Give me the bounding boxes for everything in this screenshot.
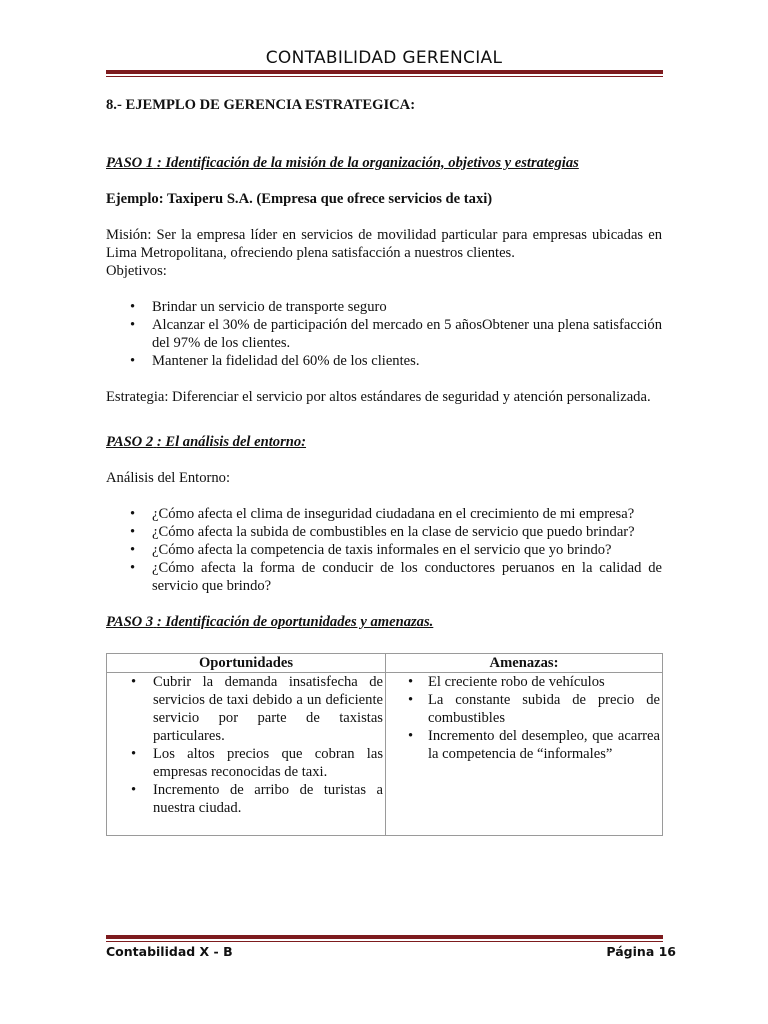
table-header-amenazas: Amenazas:	[386, 654, 663, 673]
list-item: • Los altos precios que cobran las empresas reconocidas de taxi.	[107, 745, 385, 781]
list-item: • ¿Cómo afecta la subida de combustibles en la clase de servicio que puedo brindar?	[106, 523, 662, 541]
oportunidades-amenazas-table	[106, 653, 663, 836]
list-item: • El creciente robo de vehículos	[386, 673, 662, 691]
list-item: • Alcanzar el 30% de participación del mercado en 5 añosObtener una plena satisfacción del 97% de los clientes.	[106, 316, 662, 352]
header-rule	[106, 70, 663, 77]
list-item: • ¿Cómo afecta la forma de conducir de los conductores peruanos en la calidad de servicio que brindo?	[106, 559, 662, 595]
header-title: CONTABILIDAD GERENCIAL	[265, 48, 503, 68]
analisis-list	[106, 505, 662, 595]
list-item: • La constante subida de precio de combustibles	[386, 691, 662, 727]
footer-rule	[106, 935, 663, 942]
page-content	[106, 96, 662, 836]
ejemplo-line: Ejemplo: Taxiperu S.A. (Empresa que ofrece servicios de taxi)	[106, 191, 493, 207]
paso1-label: PASO 1	[106, 155, 154, 171]
list-item: • Cubrir la demanda insatisfecha de servicios de taxi debido a un deficiente servicio por parte de taxistas particulares.	[107, 673, 385, 745]
objetivos-label: Objetivos:	[106, 263, 167, 279]
paso1-text: : Identificación de la misión de la organización, objetivos y estrategias	[156, 155, 579, 171]
paso3-text: : Identificación de oportunidades y amenazas.	[156, 614, 434, 630]
section-heading: 8.- EJEMPLO DE GERENCIA ESTRATEGICA:	[106, 97, 416, 113]
list-item: • ¿Cómo afecta la competencia de taxis informales en el servicio que yo brindo?	[106, 541, 662, 559]
estrategia-paragraph: Estrategia: Diferenciar el servicio por altos estándares de seguridad y atención personalizada.	[106, 389, 651, 405]
paso2-label: PASO 2	[106, 434, 154, 450]
amenazas-cell	[386, 673, 663, 836]
list-item: • Mantener la fidelidad del 60% de los clientes.	[106, 352, 662, 370]
analisis-label: Análisis del Entorno:	[106, 470, 231, 486]
mision-paragraph: Misión: Ser la empresa líder en servicios de movilidad particular para empresas ubicadas en Lima Metropolitana, ofreciendo plena satisfacción a nuestros clientes.	[106, 227, 662, 261]
list-item: • ¿Cómo afecta el clima de inseguridad ciudadana en el crecimiento de mi empresa?	[106, 505, 662, 523]
list-item: • Incremento de arribo de turistas a nuestra ciudad.	[107, 781, 385, 817]
paso2-heading	[106, 433, 662, 451]
paso2-text: : El análisis del entorno:	[156, 434, 307, 450]
table-header-oportunidades: Oportunidades	[107, 654, 386, 673]
paso3-heading	[106, 613, 662, 631]
footer-page-number: Página 16	[606, 944, 676, 959]
list-item: • Incremento del desempleo, que acarrea la competencia de “informales”	[386, 727, 662, 763]
paso1-heading	[106, 154, 662, 172]
paso3-label: PASO 3	[106, 614, 154, 630]
objetivos-list	[106, 298, 662, 370]
oportunidades-cell	[107, 673, 386, 836]
list-item: • Brindar un servicio de transporte seguro	[106, 298, 662, 316]
footer-course: Contabilidad X - B	[106, 944, 233, 959]
